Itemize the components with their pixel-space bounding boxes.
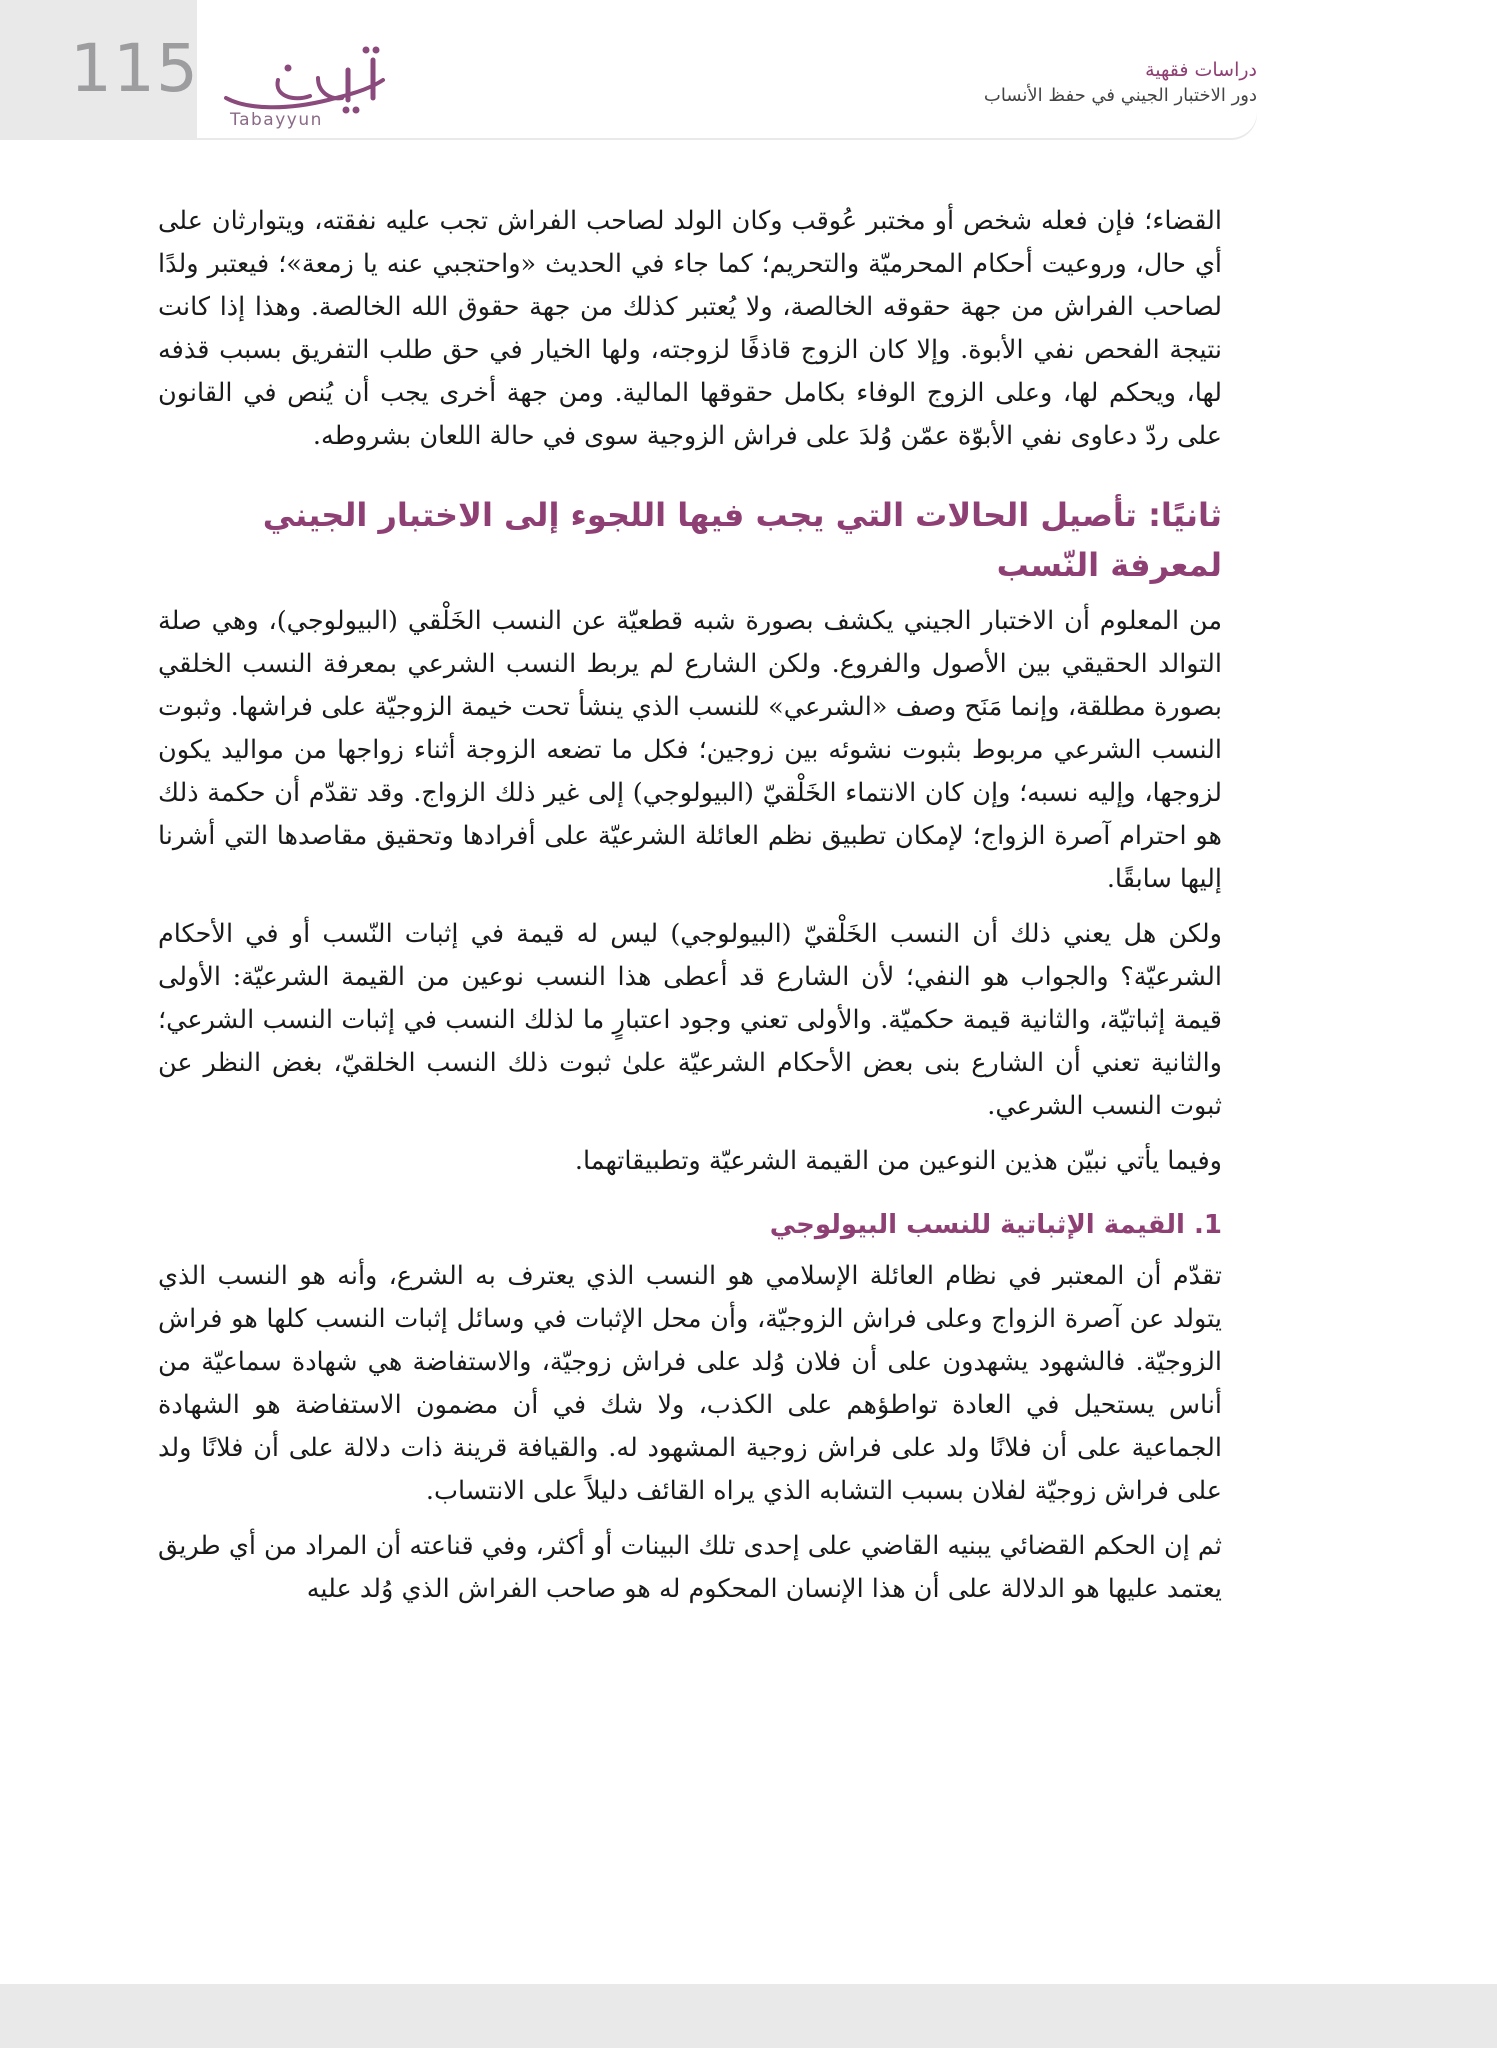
footer-band	[0, 1984, 1497, 2048]
paragraph-3: ولكن هل يعني ذلك أن النسب الخَلْقيّ (البيولوجي) ليس له قيمة في إثبات النّسب أو في الأحكام الشرعيّة؟ والجواب هو النفي؛ لأن الشارع قد أعطى هذا النسب نوعين من القيمة الشرعيّة: الأولى قيمة إثباتيّة، والثانية قيمة حكميّة. والأولى تعني وجود اعتبارٍ ما لذلك النسب في إثبات النسب الشرعي؛ والثانية تعني أن الشارع بنى بعض الأحكام الشرعيّة علىٰ ثبوت ذلك النسب الخلقيّ، بغض النظر عن ثبوت النسب الشرعي.	[158, 919, 1222, 1121]
page-number: 115	[70, 30, 199, 107]
logo-latin-text: Tabayyun	[230, 110, 323, 130]
paragraph-5: تقدّم أن المعتبر في نظام العائلة الإسلامي هو النسب الذي يعترف به الشرع، وأنه هو النسب الذي يتولد عن آصرة الزواج وعلى فراش الزوجيّة، وأن محل الإثبات في وسائل إثبات النسب كلها هو فراش الزوجيّة. فالشهود يشهدون على أن فلان وُلد على فراش زوجيّة، والاستفاضة هي شهادة سماعيّة من أناس يستحيل في العادة تواطؤهم على الكذب، ولا شك في أن مضمون الاستفاضة هو الشهادة الجماعية على أن فلانًا ولد على فراش زوجية المشهود له. والقيافة قرينة ذات دلالة على أن فلانًا ولد على فراش زوجيّة لفلان بسبب التشابه الذي يراه القائف دليلاً على الانتساب.	[158, 1261, 1222, 1506]
section-heading-2: ثانيًا: تأصيل الحالات التي يجب فيها اللجوء إلى الاختبار الجيني لمعرفة النّسب	[262, 496, 1222, 584]
journal-logo	[218, 40, 393, 130]
tabayyun-logo-mark	[218, 40, 393, 118]
running-section-label: دراسات فقهية	[1145, 59, 1257, 81]
article-body	[158, 200, 1222, 1623]
subheading-1: 1. القيمة الإثباتية للنسب البيولوجي	[769, 1210, 1222, 1240]
running-article-title: دور الاختبار الجيني في حفظ الأنساب	[983, 84, 1257, 106]
paragraph-4: وفيما يأتي نبيّن هذين النوعين من القيمة الشرعيّة وتطبيقاتهما.	[574, 1146, 1222, 1176]
paragraph-1: القضاء؛ فإن فعله شخص أو مختبر عُوقب وكان الولد لصاحب الفراش تجب عليه نفقته، ويتوارثان على أي حال، وروعيت أحكام المحرميّة والتحريم؛ كما جاء في الحديث «واحتجبي عنه يا زمعة»؛ فيعتبر ولدًا لصاحب الفراش من جهة حقوقه الخالصة، ولا يُعتبر كذلك من جهة حقوق الله الخالصة. وهذا إذا كانت نتيجة الفحص نفي الأبوة. وإلا كان الزوج قاذفًا لزوجته، ولها الخيار في حق طلب التفريق بسبب قذفه لها، ويحكم لها، وعلى الزوج الوفاء بكامل حقوقها المالية. ومن جهة أخرى يجب أن يُنص في القانون على ردّ دعاوى نفي الأبوّة عمّن وُلدَ على فراش الزوجية سوى في حالة اللعان بشروطه.	[158, 206, 1222, 451]
paragraph-6: ثم إن الحكم القضائي يبنيه القاضي على إحدى تلك البينات أو أكثر، وفي قناعته أن المراد من أي طريق يعتمد عليها هو الدلالة على أن هذا الإنسان المحكوم له هو صاحب الفراش الذي وُلد عليه	[158, 1531, 1222, 1604]
running-head	[984, 58, 1257, 108]
paragraph-2: من المعلوم أن الاختبار الجيني يكشف بصورة شبه قطعيّة عن النسب الخَلْقي (البيولوجي)، وهي صلة التوالد الحقيقي بين الأصول والفروع. ولكن الشارع لم يربط النسب الشرعي بمعرفة النسب الخلقي بصورة مطلقة، وإنما مَنَح وصف «الشرعي» للنسب الذي ينشأ تحت خيمة الزوجيّة على فراشها. وثبوت النسب الشرعي مربوط بثبوت نشوئه بين زوجين؛ فكل ما تضعه الزوجة أثناء زواجها من مواليد يكون لزوجها، وإليه نسبه؛ وإن كان الانتماء الخَلْقيّ (البيولوجي) إلى غير ذلك الزواج. وقد تقدّم أن حكمة ذلك هو احترام آصرة الزواج؛ لإمكان تطبيق نظم العائلة الشرعيّة على أفرادها وتحقيق مقاصدها التي أشرنا إليها سابقًا.	[158, 606, 1222, 894]
